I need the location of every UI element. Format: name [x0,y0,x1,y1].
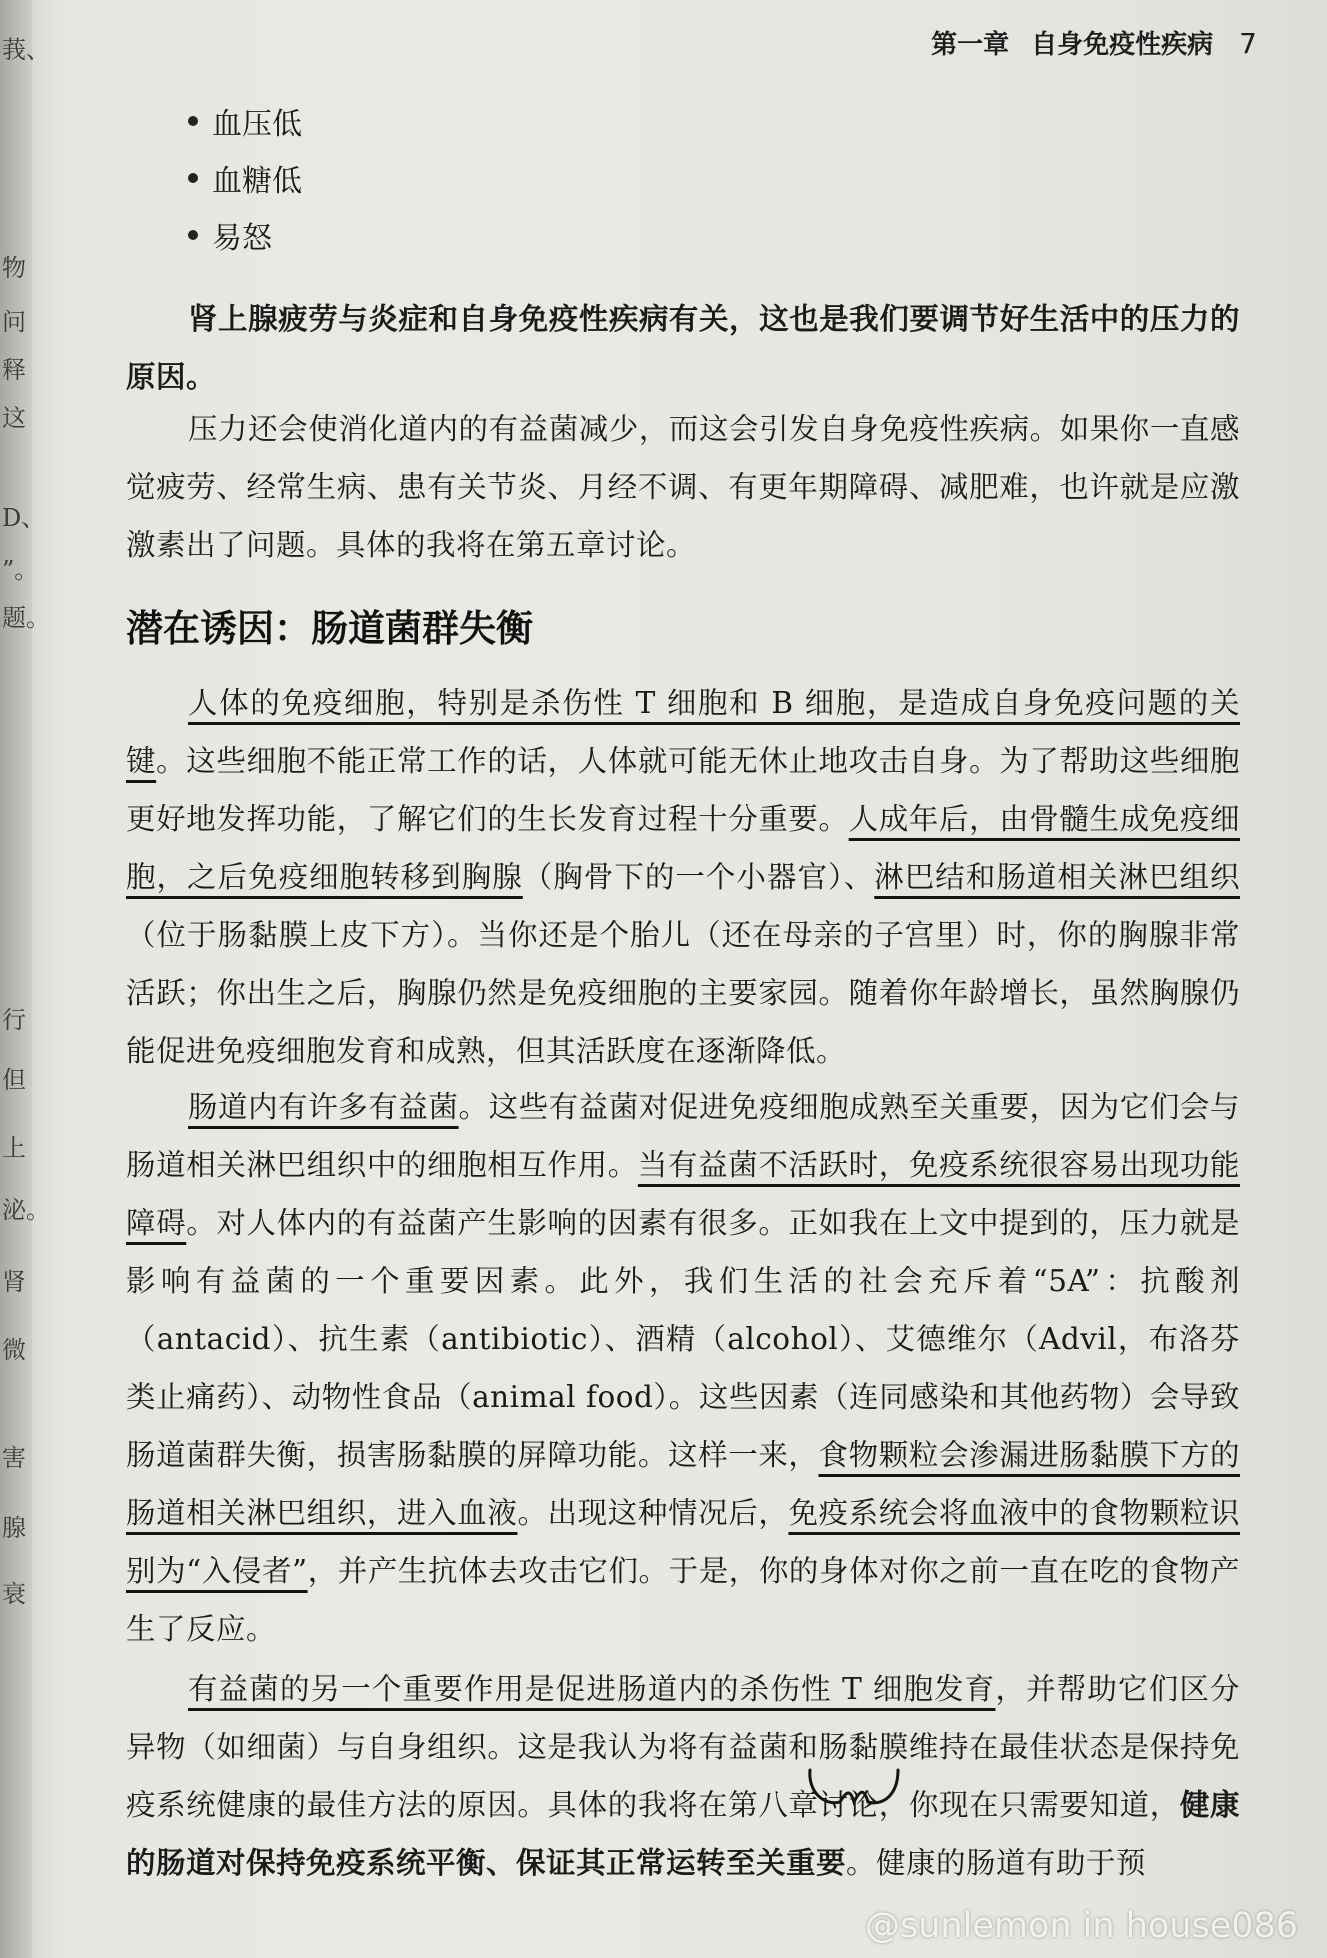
page-number: 7 [1239,27,1257,60]
bold-statement: 肾上腺疲劳与炎症和自身免疫性疾病有关，这也是我们要调节好生活中的压力的原因。 [126,302,1240,394]
handwritten-underline: 免疫系统会将血液中的食物颗粒识别为“入侵者” [126,1496,1240,1588]
list-item-text: 易怒 [212,220,272,256]
gutter-char: 行 [2,1006,26,1034]
body-text: ，并帮助它们区分异物（如细菌）与自身组织。这是我认为将有益菌和肠黏膜维持在最佳状态是保持免疫系统健康的最佳方法的原因。具体的我将在 [126,1672,1240,1822]
bullet-list [126,92,1240,263]
paragraph-gut-bacteria [126,1078,1240,1658]
pen-mark-icon [806,1762,902,1812]
gutter-char: 题。 [2,604,50,632]
handwritten-underline: 当有益菌不活跃时，免疫系统很容易出现功能障碍 [126,1148,1240,1240]
handwritten-underline: 人成年后，由骨髓生成免疫细胞，之后免疫细胞转移到胸腺 [126,802,1240,894]
list-item [126,92,1240,149]
paragraph-adrenal [126,290,1240,406]
gutter-char: 衰 [2,1580,26,1608]
handwritten-underline: 人体的免疫细胞，特别是杀伤性 T 细胞和 B 细胞，是造成自身免疫问题的关键 [126,686,1240,778]
body-text: 。健康的肠道有助于预 [846,1846,1147,1880]
list-item [126,149,1240,206]
body-text: （位于肠黏膜上皮下方）。当你还是个胎儿（还在母亲的子宫里）时，你的胸腺非常活跃；你出生之后，胸腺仍然是免疫细胞的主要家园。随着你年龄增长，虽然胸腺仍能促进免疫细胞发育和成熟，但其活跃度在逐渐降低。 [126,918,1240,1068]
gutter-char: D、 [2,504,46,532]
gutter-char: 但 [2,1066,26,1094]
gutter-char: ”。 [2,556,39,584]
gutter-char: 莪、 [2,36,50,64]
gutter-char: 问 [2,308,26,336]
bold-statement: 健康的肠道对保持免疫系统平衡、保证其正常运转至关重要 [126,1788,1240,1880]
gutter-char: 腺 [2,1514,26,1542]
body-text: 。出现这种情况后， [517,1496,789,1530]
body-text: 讨论，你现在只需要知道， [818,1788,1180,1822]
body-text: 。对人体内的有益菌产生影响的因素有很多。正如我在上文中提到的，压力就是影响有益菌的一个重要因素。此外，我们生活的社会充斥着“5A”：抗酸剂（antacid）、抗生素（antibiotic）、酒精（alcohol）、艾德维尔（Advil，布洛芬类止痛药）、动物性食品（animal food）。这些因素（连同感染和其他药物）会导致肠道菌群失衡，损害肠黏膜的屏障功能。这样一来， [126,1206,1240,1472]
bullet-icon [188,116,198,126]
facing-page-edge [0,0,50,1958]
paragraph-immune-cells [126,674,1240,1080]
circled-text: 第八章 [728,1788,819,1822]
handwritten-underline: 淋巴结和肠道相关淋巴组织 [874,860,1240,894]
gutter-char: 物 [2,254,26,282]
gutter-char: 微 [2,1336,26,1364]
handwritten-underline: 有益菌的另一个重要作用是促进肠道内的杀伤性 T 细胞发育 [188,1672,996,1706]
handwritten-underline: 肠道内有许多有益菌 [188,1090,459,1124]
chapter-title: 自身免疫性疾病 [1031,30,1214,60]
bullet-icon [188,173,198,183]
gutter-char: 泌。 [2,1196,50,1224]
bullet-icon [188,230,198,240]
list-item-text: 血糖低 [212,163,302,199]
gutter-char: 释 [2,356,26,384]
body-text: ，并产生抗体去攻击它们。于是，你的身体对你之前一直在吃的食物产生了反应。 [126,1554,1240,1646]
gutter-char: 害 [2,1444,26,1472]
gutter-char: 肾 [2,1268,26,1296]
body-text: 。这些细胞不能正常工作的话，人体就可能无休止地攻击自身。为了帮助这些细胞更好地发挥功能，了解它们的生长发育过程十分重要。 [126,744,1240,836]
section-heading: 潜在诱因：肠道菌群失衡 [126,607,533,650]
handwritten-underline: 食物颗粒会渗漏进肠黏膜下方的肠道相关淋巴组织，进入血液 [126,1438,1240,1530]
chapter-label: 第一章 [931,30,1010,60]
paragraph-t-cells [126,1660,1240,1892]
list-item-text: 血压低 [212,106,302,142]
body-text: （胸骨下的一个小器官）、 [522,860,875,894]
paragraph-stress: 压力还会使消化道内的有益菌减少，而这会引发自身免疫性疾病。如果你一直感觉疲劳、经常生病、患有关节炎、月经不调、有更年期障碍、减肥难，也许就是应激激素出了问题。具体的我将在第五章讨论。 [126,412,1240,562]
list-item [126,206,1240,263]
watermark: @sunlemon in house086 [865,1906,1299,1946]
gutter-char: 上 [2,1134,26,1162]
gutter-char: 这 [2,404,26,432]
body-text: 。这些有益菌对促进免疫细胞成熟至关重要，因为它们会与肠道相关淋巴组织中的细胞相互作用。 [126,1090,1240,1182]
running-head [931,24,1257,61]
